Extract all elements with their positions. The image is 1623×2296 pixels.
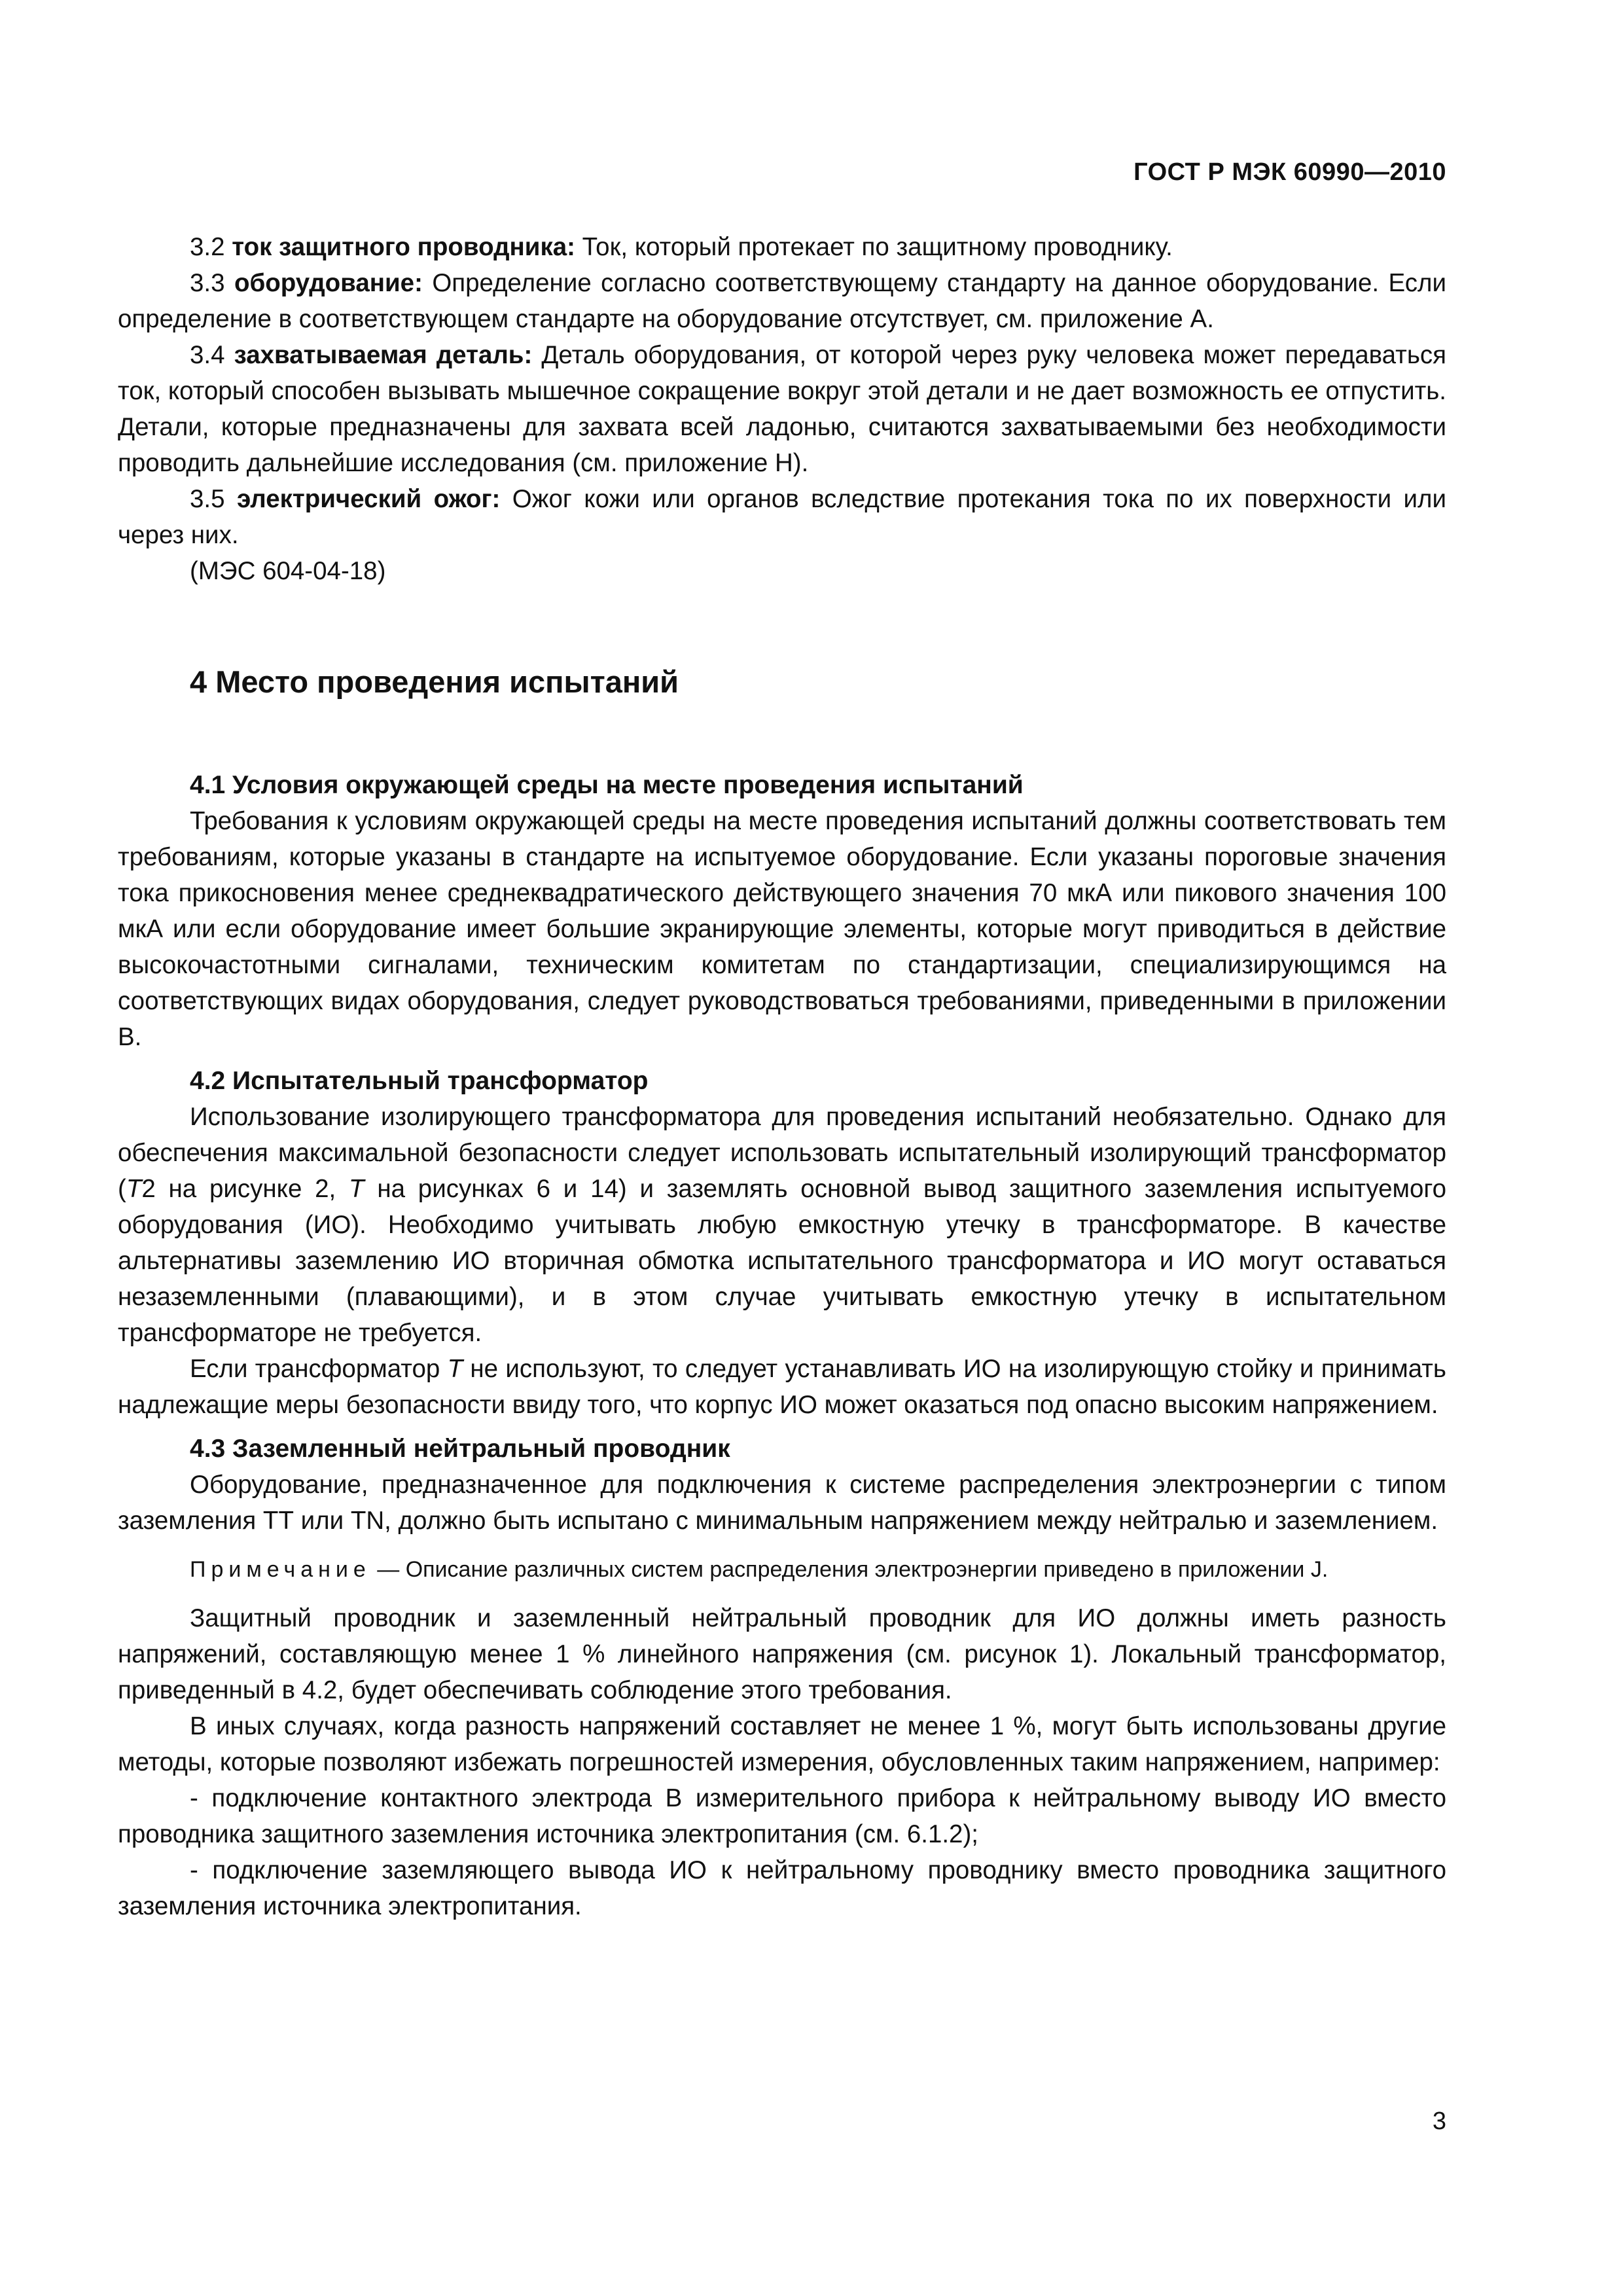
definition-term: оборудование:: [234, 269, 423, 297]
page-number: 3: [1432, 2108, 1446, 2135]
document-header: ГОСТ Р МЭК 60990—2010: [1133, 158, 1446, 186]
section-4-3-paragraph-2: Защитный проводник и заземленный нейтральный проводник для ИО должны иметь разность напряжений, составляющую менее 1 % линейного напряжения (см. рисунок 1). Локальный трансформатор, приведенный в 4.2, будет обеспечивать соблюдение этого требования.: [118, 1604, 1446, 1704]
section-4-1-title: 4.1 Условия окружающей среды на месте проведения испытаний: [190, 771, 1024, 799]
text-run: 2 на рисунке 2,: [141, 1175, 349, 1203]
definition-3-5: [118, 481, 1446, 553]
note-text: — Описание различных систем распределения электроэнергии приведено в приложении J.: [370, 1557, 1329, 1582]
section-4-2-paragraph-1: [118, 1099, 1446, 1351]
definition-reference: (МЭС 604-04-18): [190, 557, 386, 585]
text-run: Использование изолирующего трансформатора для проведения испытаний необязательно. Однако для обеспечения максимальной безопасности следует использовать испытательный изолирующий трансформатор (: [118, 1103, 1446, 1203]
italic-symbol: Т: [447, 1355, 463, 1383]
definition-number: 3.4: [190, 341, 225, 369]
text-run: Если трансформатор: [190, 1355, 448, 1383]
italic-symbol: Т: [126, 1175, 142, 1203]
definition-number: 3.5: [190, 485, 225, 513]
definition-text: Определение согласно соответствующему стандарту на данное оборудование. Если определение в соответствующем стандарте на оборудование отсутствует, см. приложение А.: [118, 269, 1446, 333]
definition-3-4: [118, 337, 1446, 481]
section-4-3-list-item-1: - подключение контактного электрода В измерительного прибора к нейтральному выводу ИО вместо проводника защитного заземления источника электропитания (см. 6.1.2);: [118, 1784, 1446, 1848]
definition-term: захватываемая деталь:: [234, 341, 533, 369]
text-run: на рисунках 6 и 14) и заземлять основной вывод защитного заземления испытуемого оборудования (ИО). Необходимо учитывать любую емкостную утечку в трансформаторе. В качестве альтернативы заземлению ИО вторичная обмотка испытательного трансформатора и ИО могут оставаться незаземленными (плавающими), и в этом случае учитывать емкостную утечку в испытательном трансформаторе не требуется.: [118, 1175, 1446, 1347]
section-4-2-title: 4.2 Испытательный трансформатор: [190, 1067, 649, 1095]
definition-3-2: [118, 229, 1446, 265]
section-4-3-note: [118, 1553, 1446, 1586]
section-4-1-paragraph: Требования к условиям окружающей среды на месте проведения испытаний должны соответствовать тем требованиям, которые указаны в стандарте на испытуемое оборудование. Если указаны пороговые значения тока прикосновения менее среднеквадратического действующего значения 70 мкА или пикового значения 100 мкА или если оборудование имеет большие экранирующие элементы, которые могут приводиться в действие высокочастотными сигналами, техническим комитетам по стандартизации, специализирующимся на соответствующих видах оборудования, следует руководствоваться требованиями, приведенными в приложении В.: [118, 807, 1446, 1051]
section-4-2-paragraph-2: [118, 1351, 1446, 1423]
definition-term: ток защитного проводника:: [232, 233, 575, 261]
section-4-title: 4 Место проведения испытаний: [190, 664, 679, 699]
document-body: [118, 229, 1446, 1924]
definition-term: электрический ожог:: [236, 485, 501, 513]
note-label: Примечание: [190, 1557, 371, 1582]
definition-text: Деталь оборудования, от которой через руку человека может передаваться ток, который способен вызывать мышечное сокращение вокруг этой детали и не дает возможность ее отпустить. Детали, которые предназначены для захвата всей ладонью, считаются захватываемыми без необходимости проводить дальнейшие исследования (см. приложение Н).: [118, 341, 1446, 477]
text-run: не используют, то следует устанавливать ИО на изолирующую стойку и принимать надлежащие меры безопасности ввиду того, что корпус ИО может оказаться под опасно высоким напряжением.: [118, 1355, 1446, 1419]
definition-text: Ток, который протекает по защитному проводнику.: [582, 233, 1173, 261]
section-4-3-list-item-2: - подключение заземляющего вывода ИО к нейтральному проводнику вместо проводника защитного заземления источника электропитания.: [118, 1856, 1446, 1920]
definition-number: 3.3: [190, 269, 225, 297]
section-4-3-paragraph-3: В иных случаях, когда разность напряжений составляет не менее 1 %, могут быть использованы другие методы, которые позволяют избежать погрешностей измерения, обусловленных таким напряжением, например:: [118, 1712, 1446, 1776]
definition-3-3: [118, 265, 1446, 337]
section-4-3-title: 4.3 Заземленный нейтральный проводник: [190, 1435, 730, 1463]
definition-text: Ожог кожи или органов вследствие протекания тока по их поверхности или через них.: [118, 485, 1446, 549]
definition-number: 3.2: [190, 233, 225, 261]
italic-symbol: Т: [349, 1175, 365, 1203]
section-4-3-paragraph-1: Оборудование, предназначенное для подключения к системе распределения электроэнергии с типом заземления ТТ или TN, должно быть испытано с минимальным напряжением между нейтралью и заземлением.: [118, 1471, 1446, 1535]
